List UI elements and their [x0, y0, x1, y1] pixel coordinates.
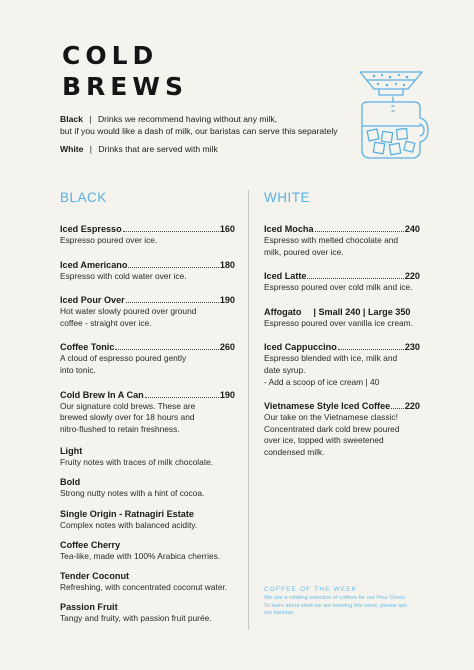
menu-item	[60, 341, 235, 376]
pour-over-desc: Tea-like, made with 100% Arabica cherries.	[60, 550, 221, 561]
menu-item-name: Iced Espresso	[60, 224, 122, 234]
menu-title-line1: COLD	[62, 41, 159, 70]
dotted-leader	[128, 267, 218, 268]
menu-item-price: 220	[404, 401, 420, 412]
column-divider	[248, 190, 249, 630]
pour-over-name: Single Origin - Ratnagiri Estate	[60, 508, 194, 519]
menu-title	[62, 40, 188, 102]
pour-over-desc: Tangy and fruity, with passion fruit purée.	[60, 612, 212, 623]
white-section	[264, 190, 420, 471]
dotted-leader	[315, 231, 404, 232]
legend-black	[60, 113, 360, 137]
menu-item	[264, 270, 420, 294]
dotted-leader	[307, 278, 403, 279]
menu-item	[264, 341, 420, 388]
pour-over-name: Tender Coconut	[60, 570, 130, 581]
menu-item-name: Coffee Tonic	[60, 342, 115, 353]
menu-item-name: Affogato	[264, 306, 302, 317]
menu-item-line	[60, 294, 235, 306]
menu-item-line	[264, 306, 420, 318]
menu-item-line	[60, 341, 235, 353]
black-heading: BLACK	[60, 190, 107, 205]
menu-item	[60, 508, 235, 532]
legend-white-desc: Drinks that are served with milk	[98, 143, 218, 154]
legend-black-separator: |	[89, 114, 92, 124]
menu-item	[60, 570, 235, 594]
menu-item-price: 180	[219, 259, 235, 270]
menu-item	[60, 476, 235, 500]
menu-title-line2: BREWS	[62, 72, 188, 101]
menu-item-desc: Hot water slowly poured over ground coffee - straight over ice.	[60, 306, 197, 328]
coffee-of-the-week-text: We use a rotating selection of coffees for our Pour Overs. To learn about what we are brewing this week, please ask our baristas.	[264, 595, 408, 617]
menu-item-price: 240	[404, 224, 420, 234]
menu-item-desc: Espresso blended with ice, milk and date syrup. - Add a scoop of ice cream | 40	[264, 353, 398, 387]
menu-item	[60, 539, 235, 563]
menu-item	[60, 294, 235, 329]
white-heading: WHITE	[264, 190, 310, 205]
menu-item	[60, 259, 235, 283]
legend	[60, 113, 360, 161]
menu-item-desc: Espresso with melted chocolate and milk, poured over ice.	[264, 235, 399, 257]
menu-item	[60, 445, 235, 469]
menu-item-price: | Small 240 | Large 350	[313, 306, 411, 317]
pour-over-desc: Refreshing, with concentrated coconut water.	[60, 581, 228, 592]
legend-white	[60, 143, 360, 155]
menu-item-price: 260	[219, 342, 235, 353]
legend-black-desc: Drinks we recommend having without any milk, but if you would like a dash of milk, our baristas can serve this separately	[60, 114, 338, 137]
legend-black-term: Black	[60, 114, 83, 124]
menu-item-desc: Our take on the Vietnamese classic! Concentrated dark cold brew poured over ice, topped with sweetened condensed milk.	[264, 412, 400, 457]
pour-over-desc: Strong nutty notes with a hint of cocoa.	[60, 488, 205, 499]
pour-over-desc: Complex notes with balanced acidity.	[60, 519, 198, 530]
menu-item-name: Iced Pour Over	[60, 295, 125, 306]
menu-item-line	[264, 400, 420, 412]
menu-item-line	[264, 270, 420, 282]
menu-item-line	[60, 389, 235, 401]
menu-item-price: 190	[219, 389, 235, 400]
menu-item-price: 160	[219, 224, 235, 234]
menu-item-price: 230	[404, 342, 420, 353]
dotted-leader	[391, 408, 404, 409]
pour-over-drip-icon	[352, 66, 430, 164]
menu-item	[60, 223, 235, 247]
coffee-of-the-week-title: COFFEE OF THE WEEK	[264, 586, 358, 593]
menu-item-price: 190	[219, 295, 235, 306]
menu-item-name: Cold Brew In A Can	[60, 389, 144, 400]
legend-white-separator: |	[89, 143, 93, 154]
pour-over-name: Passion Fruit	[60, 601, 118, 612]
menu-item-desc: Espresso poured over vanilla ice cream.	[264, 317, 413, 328]
legend-white-term: White	[60, 143, 84, 154]
dotted-leader	[126, 302, 219, 303]
dotted-leader	[338, 349, 404, 350]
dotted-leader	[115, 349, 218, 350]
menu-item-desc: Espresso with cold water over ice.	[60, 270, 187, 281]
menu-item	[60, 389, 235, 436]
menu-item-name: Vietnamese Style Iced Coffee	[264, 401, 391, 412]
menu-item-line	[60, 259, 235, 271]
menu-item-line	[264, 223, 420, 235]
coffee-of-the-week	[264, 586, 439, 618]
dotted-leader	[145, 397, 219, 398]
menu-item	[60, 601, 235, 625]
black-section	[60, 190, 235, 632]
menu-item-name: Iced Mocha	[264, 224, 314, 234]
menu-item-desc: Our signature cold brews. These are brewed slowly over for 18 hours and nitro-flushed to retain freshness.	[60, 400, 196, 434]
pour-over-desc: Fruity notes with traces of milk chocolate.	[60, 457, 214, 468]
menu-item-name: Iced Cappuccino	[264, 342, 337, 353]
menu-item-name: Iced Americano	[60, 259, 128, 270]
menu-item	[264, 400, 420, 458]
pour-over-name: Light	[60, 446, 83, 457]
menu-item-name: Iced Latte	[264, 271, 307, 282]
menu-item-desc: A cloud of espresso poured gently into tonic.	[60, 353, 187, 375]
menu-item-line	[60, 223, 235, 235]
pour-over-name: Coffee Cherry	[60, 539, 121, 550]
menu-item-line	[264, 341, 420, 353]
menu-item	[264, 223, 420, 258]
menu-item-desc: Espresso poured over ice.	[60, 235, 158, 245]
dotted-leader	[123, 231, 219, 232]
menu-item-desc: Espresso poured over cold milk and ice.	[264, 282, 413, 293]
pour-over-name: Bold	[60, 477, 81, 488]
menu-item-price: 220	[404, 271, 420, 282]
menu-item	[264, 306, 420, 330]
